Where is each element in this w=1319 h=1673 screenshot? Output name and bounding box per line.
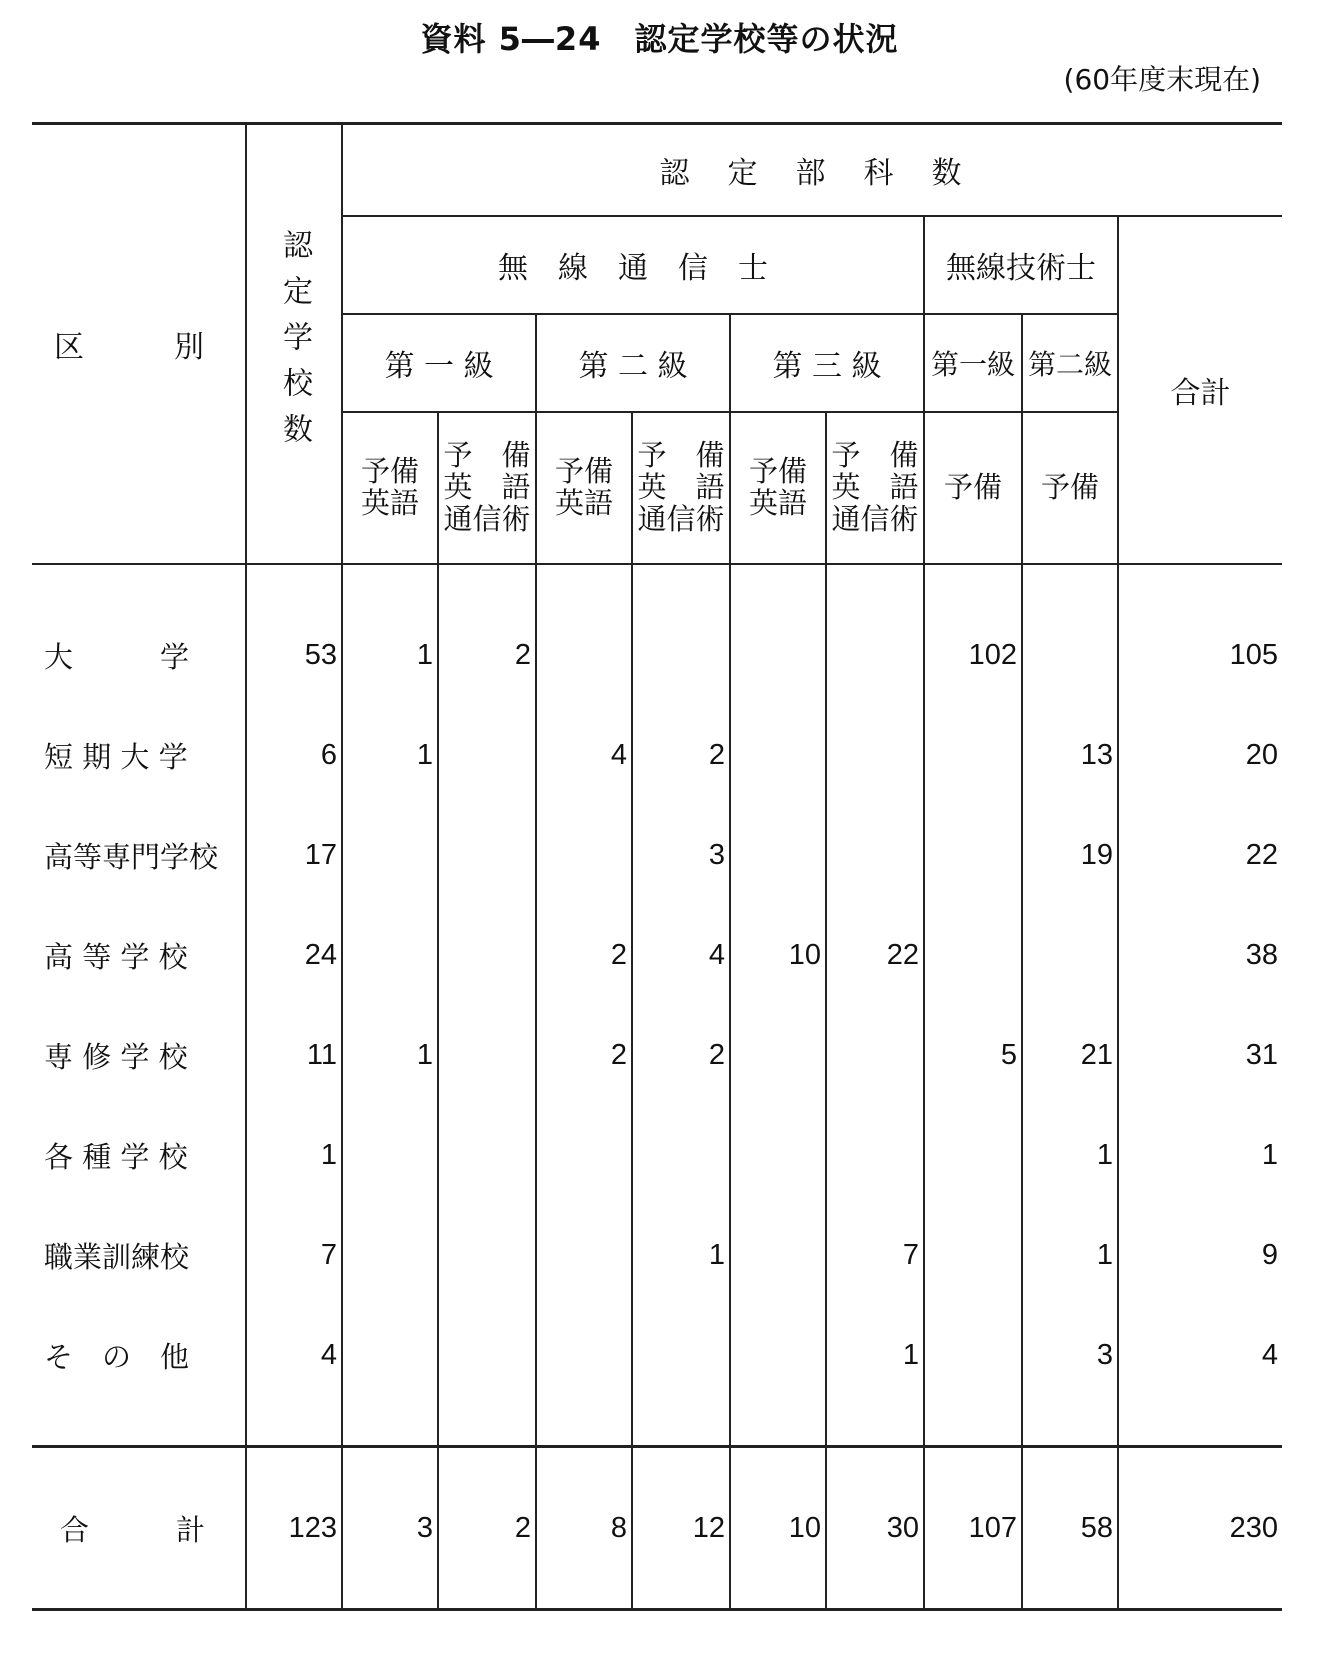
cell: 10 — [730, 905, 826, 1005]
cell — [730, 605, 826, 705]
row-label: 短 期 大 学 — [44, 739, 188, 774]
header-yobi-eigo-3: 予備 英語 — [730, 412, 826, 564]
cell: 38 — [1118, 905, 1282, 1005]
cell: 2 — [632, 705, 730, 805]
cell — [438, 905, 536, 1005]
cell: 5 — [924, 1005, 1022, 1105]
cell — [632, 1305, 730, 1405]
header-engineer-second-class: 第二級 — [1022, 314, 1118, 412]
cell: 8 — [536, 1447, 632, 1610]
header-yobi-eigo-tsushin-3: 予 備 英 語 通信術 — [826, 412, 924, 564]
cell: 1 — [1118, 1105, 1282, 1205]
cell: 1 — [826, 1305, 924, 1405]
certified-schools-table — [32, 122, 1282, 1611]
header-yobi-eigo-tsushin-1: 予 備 英 語 通信術 — [438, 412, 536, 564]
cell: 1 — [1022, 1105, 1118, 1205]
cell: 31 — [1118, 1005, 1282, 1105]
header-third-class: 第 三 級 — [730, 314, 924, 412]
table-row — [32, 1205, 1282, 1305]
cell — [536, 1105, 632, 1205]
table-row — [32, 1305, 1282, 1405]
cell: 6 — [246, 705, 342, 805]
cell — [342, 905, 438, 1005]
cell: 4 — [1118, 1305, 1282, 1405]
cell: 1 — [342, 1005, 438, 1105]
cell: 13 — [1022, 705, 1118, 805]
cell — [342, 805, 438, 905]
cell: 2 — [438, 605, 536, 705]
header-yobi-g2: 予備 — [1022, 412, 1118, 564]
header-kubun: 区 別 — [32, 124, 246, 565]
cell — [730, 1105, 826, 1205]
row-label: 各 種 学 校 — [44, 1139, 188, 1174]
row-label: そ の 他 — [44, 1339, 190, 1374]
cell — [536, 1205, 632, 1305]
row-label: 大 学 — [44, 639, 190, 674]
cell: 107 — [924, 1447, 1022, 1610]
cell: 9 — [1118, 1205, 1282, 1305]
cell — [730, 705, 826, 805]
page-title: 資料 5―24 認定学校等の状況 — [420, 20, 899, 58]
cell — [924, 805, 1022, 905]
cell — [536, 605, 632, 705]
cell: 21 — [1022, 1005, 1118, 1105]
cell: 105 — [1118, 605, 1282, 705]
cell — [342, 1105, 438, 1205]
cell — [632, 605, 730, 705]
row-label: 高等専門学校 — [44, 839, 219, 874]
cell — [1022, 905, 1118, 1005]
cell: 1 — [632, 1205, 730, 1305]
cell: 1 — [246, 1105, 342, 1205]
cell — [826, 805, 924, 905]
cell: 3 — [1022, 1305, 1118, 1405]
cell — [826, 1005, 924, 1105]
header-radio-engineer: 無線技術士 — [924, 216, 1118, 314]
header-yobi-g1: 予備 — [924, 412, 1022, 564]
cell: 4 — [536, 705, 632, 805]
cell — [536, 1305, 632, 1405]
cell — [730, 1005, 826, 1105]
cell — [826, 605, 924, 705]
table-row — [32, 605, 1282, 705]
table-row — [32, 1105, 1282, 1205]
header-radio-operator: 無 線 通 信 士 — [342, 216, 924, 314]
header-total: 合計 — [1118, 216, 1282, 564]
total-label: 合 計 — [60, 1512, 206, 1547]
cell: 4 — [246, 1305, 342, 1405]
cell — [438, 1205, 536, 1305]
cell — [632, 1105, 730, 1205]
cell — [730, 805, 826, 905]
header-second-class: 第 二 級 — [536, 314, 730, 412]
cell: 230 — [1118, 1447, 1282, 1610]
cell: 12 — [632, 1447, 730, 1610]
cell — [924, 1205, 1022, 1305]
header-first-class: 第 一 級 — [342, 314, 536, 412]
cell: 30 — [826, 1447, 924, 1610]
header-yobi-eigo-tsushin-2: 予 備 英 語 通信術 — [632, 412, 730, 564]
cell — [342, 1305, 438, 1405]
table-row — [32, 1005, 1282, 1105]
cell — [924, 1305, 1022, 1405]
date-note: (60年度末現在) — [1063, 63, 1261, 96]
header-yobi-eigo-2: 予備 英語 — [536, 412, 632, 564]
row-label: 専 修 学 校 — [44, 1039, 188, 1074]
cell — [1022, 605, 1118, 705]
header-yobi-eigo-1: 予備 英語 — [342, 412, 438, 564]
cell: 123 — [246, 1447, 342, 1610]
cell: 22 — [1118, 805, 1282, 905]
cell — [438, 1005, 536, 1105]
cell: 2 — [536, 1005, 632, 1105]
table-row — [32, 805, 1282, 905]
cell: 2 — [536, 905, 632, 1005]
cell: 2 — [632, 1005, 730, 1105]
cell — [438, 805, 536, 905]
cell — [342, 1205, 438, 1305]
cell: 53 — [246, 605, 342, 705]
cell — [536, 805, 632, 905]
cell: 7 — [826, 1205, 924, 1305]
cell — [924, 905, 1022, 1005]
table-row — [32, 905, 1282, 1005]
cell: 3 — [342, 1447, 438, 1610]
cell: 1 — [1022, 1205, 1118, 1305]
cell — [826, 1105, 924, 1205]
cell — [438, 705, 536, 805]
cell: 20 — [1118, 705, 1282, 805]
cell — [924, 705, 1022, 805]
cell: 1 — [342, 605, 438, 705]
cell: 17 — [246, 805, 342, 905]
row-label: 職業訓練校 — [44, 1239, 190, 1274]
cell: 19 — [1022, 805, 1118, 905]
cell: 3 — [632, 805, 730, 905]
cell — [438, 1305, 536, 1405]
row-label: 高 等 学 校 — [44, 939, 188, 974]
cell — [438, 1105, 536, 1205]
cell: 2 — [438, 1447, 536, 1610]
cell: 58 — [1022, 1447, 1118, 1610]
header-engineer-first-class: 第一級 — [924, 314, 1022, 412]
cell — [826, 705, 924, 805]
cell: 24 — [246, 905, 342, 1005]
table-row — [32, 705, 1282, 805]
cell: 4 — [632, 905, 730, 1005]
total-row — [32, 1447, 1282, 1610]
cell: 102 — [924, 605, 1022, 705]
cell: 1 — [342, 705, 438, 805]
cell: 7 — [246, 1205, 342, 1305]
cell: 22 — [826, 905, 924, 1005]
header-certified-schools: 認定学校数 — [246, 124, 342, 565]
cell: 11 — [246, 1005, 342, 1105]
cell — [730, 1305, 826, 1405]
cell — [924, 1105, 1022, 1205]
cell: 10 — [730, 1447, 826, 1610]
cell — [730, 1205, 826, 1305]
header-certified-departments: 認 定 部 科 数 — [342, 124, 1282, 217]
